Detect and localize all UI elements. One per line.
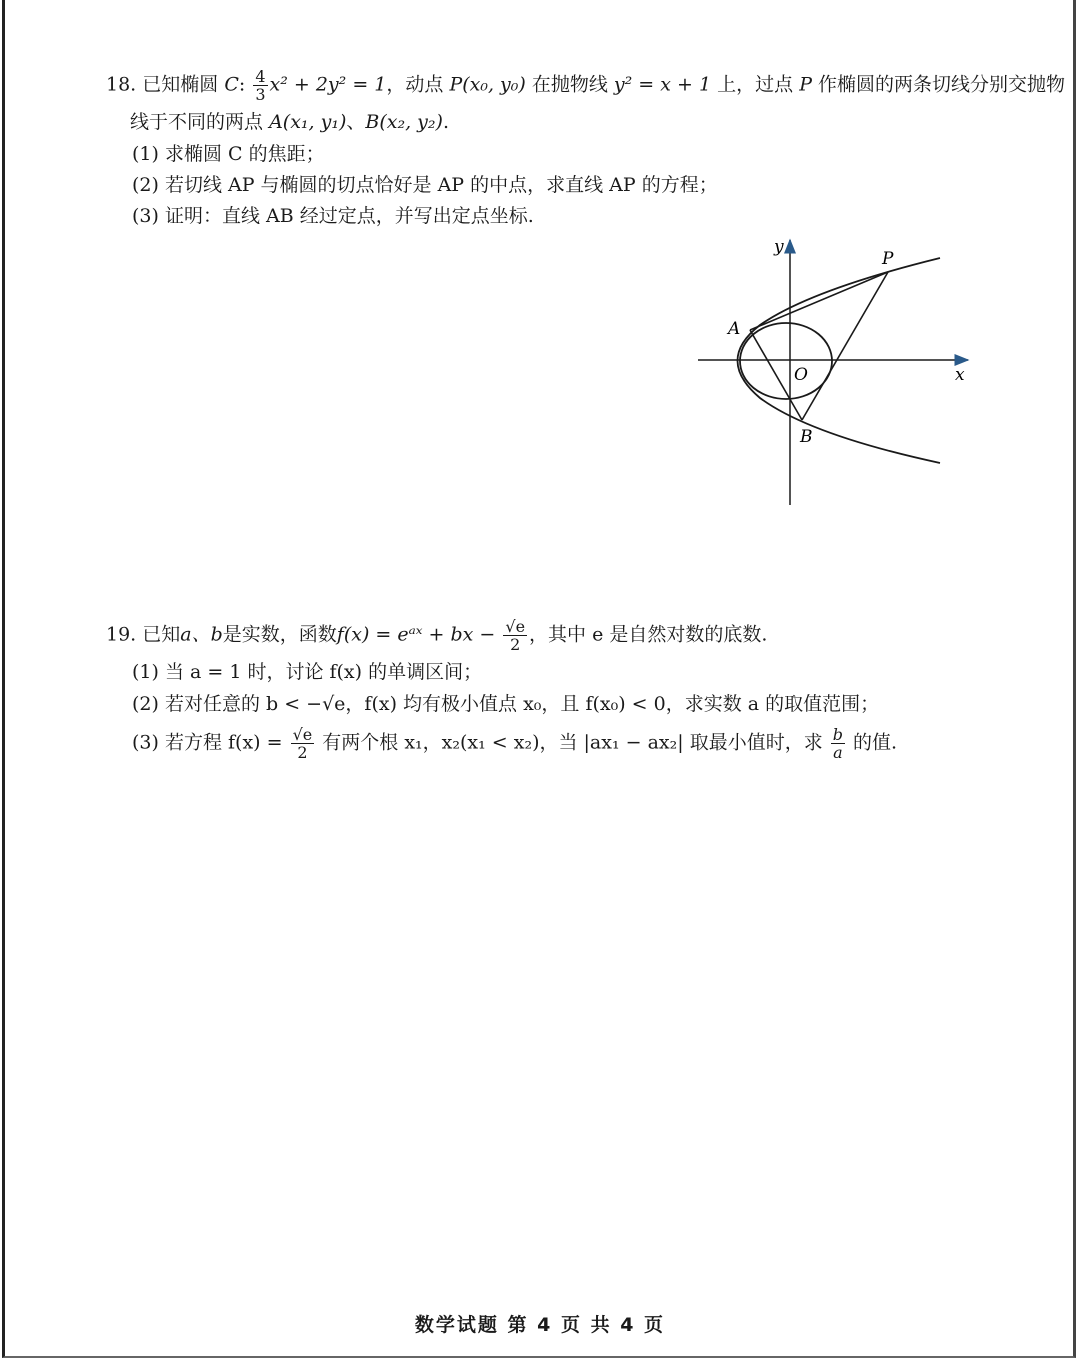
q19-intro-c: ，其中 e 是自然对数的底数. — [529, 623, 768, 646]
q19-sub3-b: 有两个根 x₁，x₂(x₁ < x₂)，当 |ax₁ − ax₂| 取最小值时，求 — [322, 731, 823, 754]
q19-sub3-frac-num: √e — [292, 725, 313, 744]
q18-sub2: (2) 若切线 AP 与椭圆的切点恰好是 AP 的中点，求直线 AP 的方程； — [132, 174, 718, 196]
q19-number: 19. — [106, 623, 137, 646]
q18-eq-rest: x² + 2y² = 1 — [269, 73, 387, 96]
q19-sub3-c: 的值. — [853, 731, 898, 754]
q19-sub3-fraction2 — [831, 726, 845, 761]
q18-stem-line2 — [130, 108, 449, 136]
q18-point-a: A(x₁, y₁) — [269, 111, 347, 133]
q19-sub3 — [132, 726, 897, 761]
q19-sub2: (2) 若对任意的 b < −√e，f(x) 均有极小值点 x₀，且 f(x₀) < 0，求实数 a 的取值范围； — [132, 693, 880, 715]
q18-colon: : — [238, 73, 246, 96]
q18-line2-end: . — [442, 111, 449, 133]
q18-sub3: (3) 证明：直线 AB 经过定点，并写出定点坐标. — [132, 205, 534, 227]
q18-p-label: P — [799, 73, 812, 96]
q19-frac-num: √e — [505, 617, 526, 636]
page-footer: 数学试题 第 4 页 共 4 页 — [414, 1314, 666, 1336]
q19-sub3-fraction — [291, 726, 315, 761]
q18-point-p: P(x₀, y₀) — [449, 73, 526, 96]
q19-sub3-a: (3) 若方程 f(x) = — [132, 731, 283, 754]
label-b: B — [800, 427, 813, 447]
q18-frac-den: 3 — [255, 85, 266, 104]
q18-intro-e: 作椭圆的两条切线分别交抛物 — [818, 73, 1066, 96]
tangent-line-ap — [750, 272, 888, 330]
label-a: A — [728, 319, 741, 339]
q18-sub1: (1) 求椭圆 C 的焦距； — [132, 143, 325, 165]
label-x: x — [955, 365, 965, 385]
q18-intro-c: 在抛物线 — [531, 73, 608, 96]
q19-intro-a: 已知 — [142, 623, 181, 646]
q18-intro-b: ，动点 — [386, 73, 444, 96]
q19-fraction — [503, 618, 527, 653]
q19-sub3-frac2-den: a — [833, 743, 843, 762]
q19-vars: a、b — [180, 623, 223, 646]
q19-stem — [106, 618, 767, 653]
q19-func: f(x) = eᵃˣ + bx − — [336, 623, 496, 646]
q19-sub3-frac2-num: b — [832, 725, 843, 744]
q19-sub1: (1) 当 a = 1 时，讨论 f(x) 的单调区间； — [132, 661, 483, 683]
q18-intro-a: 已知椭圆 — [142, 73, 219, 96]
q18-parabola: y² = x + 1 — [613, 73, 712, 96]
label-y: y — [774, 237, 784, 257]
q19-intro-b: 是实数，函数 — [222, 623, 337, 646]
ellipse-c — [740, 323, 832, 399]
label-o: O — [794, 365, 808, 385]
q19-sub3-frac-den: 2 — [297, 743, 308, 762]
q18-figure — [690, 230, 990, 515]
label-p: P — [882, 249, 894, 269]
q18-frac-num: 4 — [255, 67, 266, 86]
q18-point-b: B(x₂, y₂) — [365, 111, 443, 133]
q18-fraction — [253, 68, 267, 103]
tangent-line-bp — [802, 272, 888, 420]
q18-sep: 、 — [346, 111, 366, 133]
q19-frac-den: 2 — [510, 635, 521, 654]
q18-ellipse-name: C — [224, 73, 239, 96]
q18-number: 18. — [106, 73, 137, 96]
q18-stem-line1 — [106, 68, 1065, 103]
q18-line2-a: 线于不同的两点 — [130, 111, 264, 133]
q18-intro-d: 上，过点 — [717, 73, 794, 96]
